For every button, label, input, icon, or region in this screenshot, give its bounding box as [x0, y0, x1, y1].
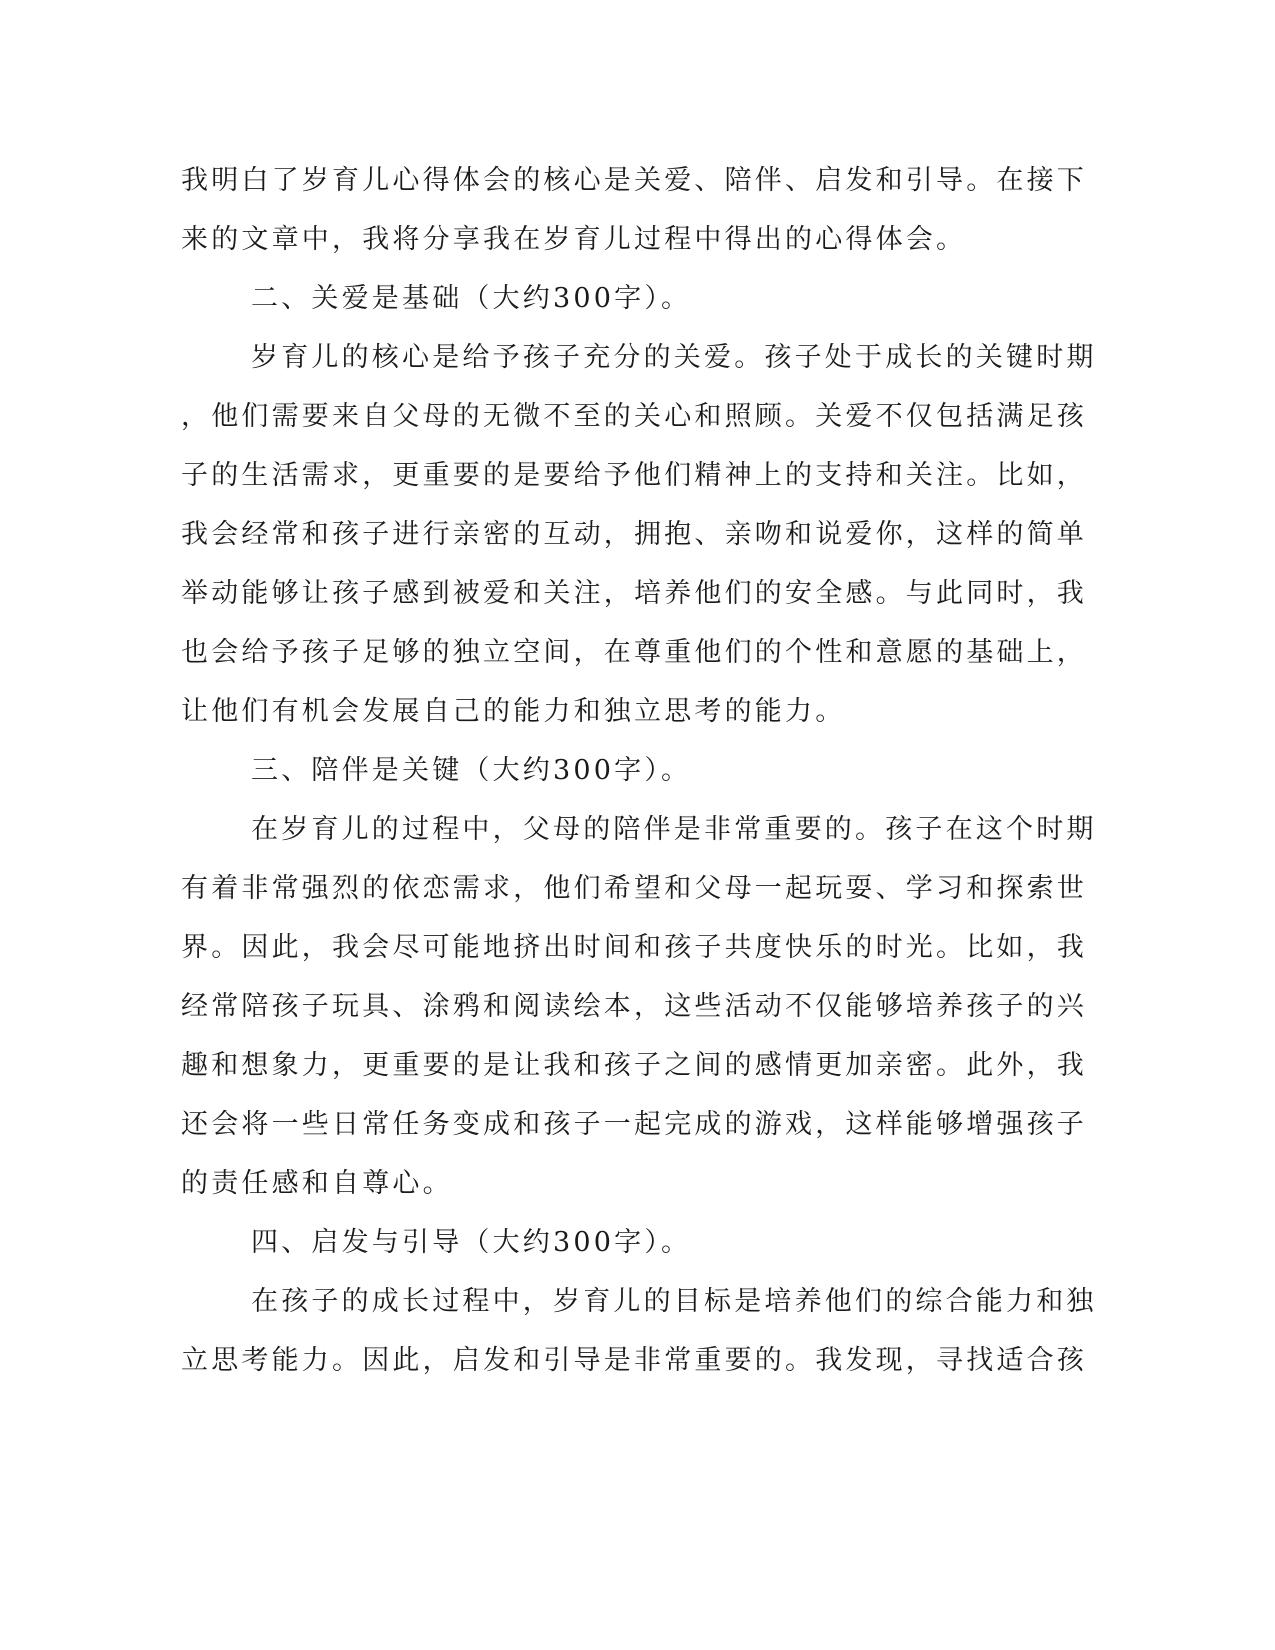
- section-heading: 二、关爱是基础（大约300字）。: [251, 283, 692, 314]
- text-line: 举动能够让孩子感到被爱和关注，培养他们的安全感。与此同时，我: [181, 578, 1087, 609]
- text-line: 在孩子的成长过程中，岁育儿的目标是培养他们的综合能力和独: [251, 1286, 1097, 1317]
- text-line: 界。因此，我会尽可能地挤出时间和孩子共度快乐的时光。比如，我: [181, 932, 1087, 963]
- section-heading: 四、启发与引导（大约300字）。: [251, 1227, 692, 1258]
- text-line: 我明白了岁育儿心得体会的核心是关爱、陪伴、启发和引导。在接下: [181, 165, 1087, 196]
- text-line: ，他们需要来自父母的无微不至的关心和照顾。关爱不仅包括满足孩: [181, 401, 1087, 432]
- text-line: 让他们有机会发展自己的能力和独立思考的能力。: [181, 696, 846, 727]
- text-line: 还会将一些日常任务变成和孩子一起完成的游戏，这样能够增强孩子: [181, 1109, 1087, 1140]
- section-heading: 三、陪伴是关键（大约300字）。: [251, 755, 692, 786]
- text-line: 也会给予孩子足够的独立空间，在尊重他们的个性和意愿的基础上，: [181, 637, 1087, 668]
- text-line: 我会经常和孩子进行亲密的互动，拥抱、亲吻和说爱你，这样的简单: [181, 519, 1087, 550]
- text-line: 经常陪孩子玩具、涂鸦和阅读绘本，这些活动不仅能够培养孩子的兴: [181, 991, 1087, 1022]
- text-line: 子的生活需求，更重要的是要给予他们精神上的支持和关注。比如，: [181, 460, 1087, 491]
- text-line: 在岁育儿的过程中，父母的陪伴是非常重要的。孩子在这个时期: [251, 814, 1097, 845]
- text-line: 来的文章中，我将分享我在岁育儿过程中得出的心得体会。: [181, 224, 967, 255]
- text-line: 的责任感和自尊心。: [181, 1168, 453, 1199]
- text-line: 立思考能力。因此，启发和引导是非常重要的。我发现，寻找适合孩: [181, 1345, 1087, 1376]
- text-line: 有着非常强烈的依恋需求，他们希望和父母一起玩耍、学习和探索世: [181, 873, 1087, 904]
- text-line: 岁育儿的核心是给予孩子充分的关爱。孩子处于成长的关键时期: [251, 342, 1097, 373]
- text-line: 趣和想象力，更重要的是让我和孩子之间的感情更加亲密。此外，我: [181, 1050, 1087, 1081]
